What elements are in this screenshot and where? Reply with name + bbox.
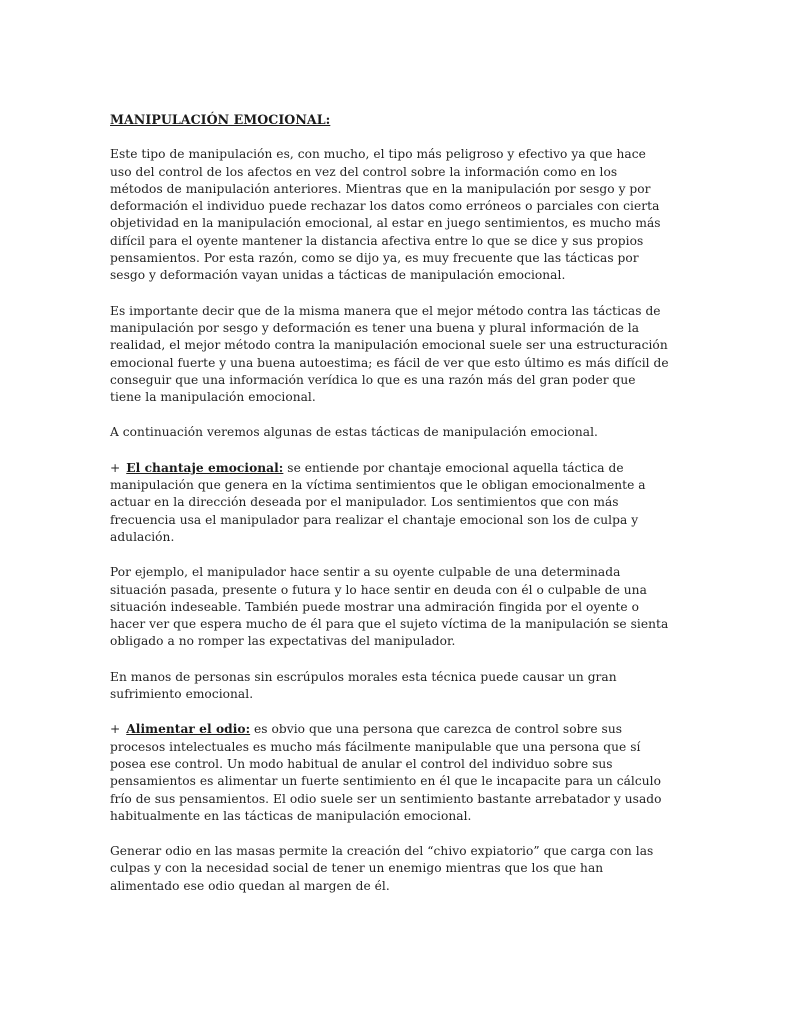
- paragraph-suffering: En manos de personas sin escrúpulos morales esta técnica puede causar un gran sufrimiento emocional.: [110, 669, 617, 702]
- list-item-chantaje: [110, 460, 670, 546]
- bullet-marker: +: [110, 460, 121, 475]
- list-item-odio: [110, 721, 670, 825]
- item-chantaje-text: se entiende por chantaje emocional aquella táctica de manipulación que genera en la víctima sentimientos que le obligan emocionalmente a actuar en la dirección deseada por el manipulador. Los sentimientos que con más frecuencia usa el manipulador para realizar el chantaje emocional son los de culpa y adulación.: [110, 460, 646, 544]
- paragraph-transition: A continuación veremos algunas de estas tácticas de manipulación emocional.: [110, 425, 598, 440]
- bullet-marker: +: [110, 722, 121, 737]
- paragraph-scapegoat: Generar odio en las masas permite la creación del “chivo expiatorio” que carga con las culpas y con la necesidad social de tener un enemigo mientras que los que han alimentado ese odio quedan al margen de él.: [110, 844, 654, 893]
- paragraph-defense: Es importante decir que de la misma manera que el mejor método contra las tácticas de manipulación por sesgo y deformación es tener una buena y plural información de la realidad, el mejor método contra la manipulación emocional suele ser una estructuración emocional fuerte y una buena autoestima; es fácil de ver que esto último es más difícil de conseguir que una información verídica lo que es una razón más del gran poder que tiene la manipulación emocional.: [110, 303, 669, 405]
- paragraph-example: Por ejemplo, el manipulador hace sentir a su oyente culpable de una determinada situación pasada, presente o futura y lo hace sentir en deuda con él o culpable de una situación indeseable. También puede mostrar una admiración fingida por el oyente o hacer ver que espera mucho de él para que el sujeto víctima de la manipulación se sienta obligado a no romper las expectativas del manipulador.: [110, 565, 669, 649]
- document-body: [110, 111, 670, 913]
- paragraph-intro: Este tipo de manipulación es, con mucho, el tipo más peligroso y efectivo ya que hace uso del control de los afectos en vez del control sobre la información como en los métodos de manipulación anteriores. Mientras que en la manipulación por sesgo y por deformación el individuo puede rechazar los datos como erróneos o parciales con cierta objetividad en la manipulación emocional, al estar en juego sentimientos, es mucho más difícil para el oyente mantener la distancia afectiva entre lo que se dice y sus propios pensamientos. Por esta razón, como se dijo ya, es muy frecuente que las tácticas por sesgo y deformación vayan unidas a tácticas de manipulación emocional.: [110, 147, 661, 283]
- term-alimentar-odio: Alimentar el odio:: [126, 722, 251, 737]
- section-heading: MANIPULACIÓN EMOCIONAL:: [110, 112, 331, 127]
- term-chantaje-emocional: El chantaje emocional:: [126, 460, 284, 475]
- item-odio-text: es obvio que una persona que carezca de control sobre sus procesos intelectuales es mucho más fácilmente manipulable que una persona que sí posea ese control. Un modo habitual de anular el control del individuo sobre sus pensamientos es alimentar un fuerte sentimiento en él que le incapacite para un cálculo frío de sus pensamientos. El odio suele ser un sentimiento bastante arrebatador y usado habitualmente en las tácticas de manipulación emocional.: [110, 722, 662, 823]
